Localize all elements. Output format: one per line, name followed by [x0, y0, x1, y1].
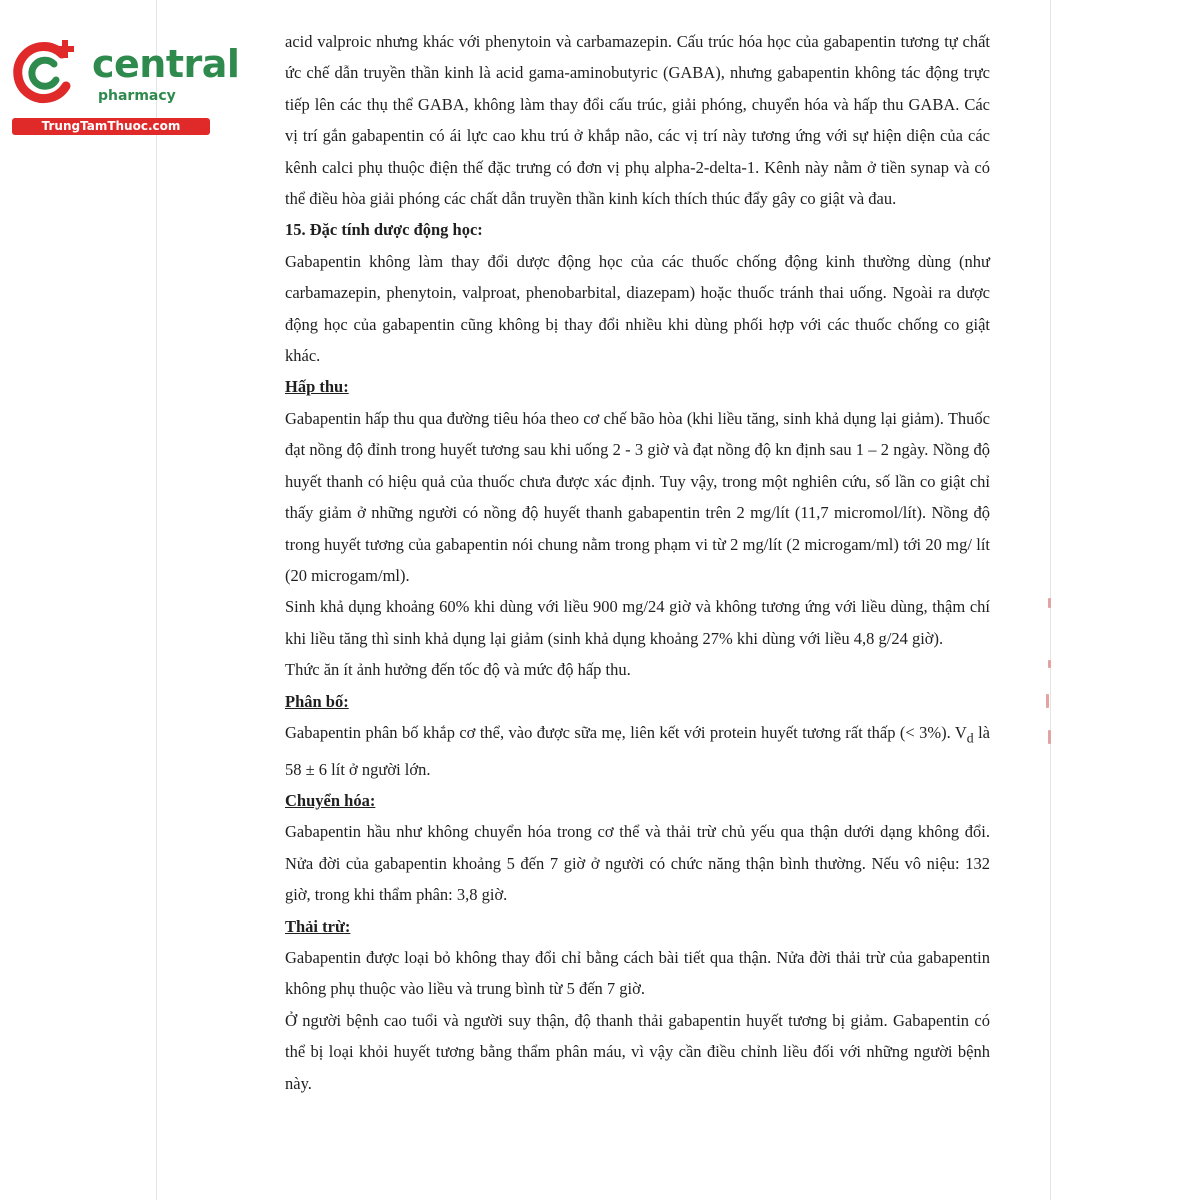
absorption-heading: Hấp thu: [285, 377, 349, 397]
absorption-paragraph-2: Sinh khả dụng khoảng 60% khi dùng với liều 900 mg/24 giờ và không tương ứng với liều dùng, thậm chí khi liều tăng thì sinh khả dụng lại giảm (sinh khả dụng khoảng 27% khi dùng với liều 4,8 g/24 giờ). [285, 597, 990, 648]
brand-logo[interactable] [10, 36, 240, 136]
scan-mark [1048, 730, 1051, 744]
distribution-text-a: Gabapentin phân bố khắp cơ thể, vào được sữa mẹ, liên kết với protein huyết tương rất thấp (< 3%). V [285, 722, 967, 742]
scan-mark [1046, 694, 1049, 708]
document-body [285, 26, 990, 1099]
section-heading: 15. Đặc tính dược động học: [285, 220, 483, 240]
logo-brand-text: central [92, 42, 240, 86]
logo-site-url[interactable]: TrungTamThuoc.com [12, 118, 210, 135]
distribution-paragraph [285, 717, 990, 785]
distribution-subscript: d [966, 730, 974, 746]
logo-sub-text: pharmacy [98, 88, 176, 104]
elimination-paragraph-2: Ở người bệnh cao tuổi và người suy thận, độ thanh thải gabapentin huyết tương bị giảm. Gabapentin có thể bị loại khỏi huyết tương bằng thẩm phân máu, vì vậy cần điều chỉnh liều đối với những người bệnh này. [285, 1010, 990, 1093]
elimination-heading: Thải trừ: [285, 916, 351, 936]
section-paragraph: Gabapentin không làm thay đổi dược động học của các thuốc chống động kinh thường dùng (như carbamazepin, phenytoin, valproat, phenobarbital, diazepam) hoặc thuốc tránh thai uống. Ngoài ra dược động học của gabapentin cũng không bị thay đổi nhiều khi dùng phối hợp với các thuốc chống co giật khác. [285, 251, 990, 366]
central-pharmacy-logo-icon [10, 38, 80, 108]
scan-mark [1048, 660, 1051, 668]
intro-paragraph: acid valproic nhưng khác với phenytoin và carbamazepin. Cấu trúc hóa học của gabapentin tương tự chất ức chế dẫn truyền thần kinh là acid gama-aminobutyric (GABA), nhưng gabapentin không tác động trực tiếp lên các thụ thể GABA, không làm thay đổi cấu trúc, giải phóng, chuyển hóa và hấp thu GABA. Các vị trí gắn gabapentin có ái lực cao khu trú ở khắp não, các vị trí này tương ứng với sự hiện diện của các kênh calci phụ thuộc điện thế đặc trưng có đơn vị phụ alpha-2-delta-1. Kênh này nằm ở tiền synap và có thể điều hòa giải phóng các chất dẫn truyền thần kinh kích thích thúc đẩy gây co giật và đau. [285, 32, 990, 209]
scan-mark [1048, 598, 1051, 608]
absorption-paragraph-1: Gabapentin hấp thu qua đường tiêu hóa theo cơ chế bão hòa (khi liều tăng, sinh khả dụng lại giảm). Thuốc đạt nồng độ đỉnh trong huyết tương sau khi uống 2 - 3 giờ và đạt nồng độ kn định sau 1 – 2 ngày. Nồng độ huyết thanh có hiệu quả của thuốc chưa được xác định. Tuy vậy, trong một nghiên cứu, số lần co giật chỉ thấy giảm ở những người có nồng độ huyết thanh gabapentin trên 2 mg/lít (11,7 micromol/lít). Nồng độ trong huyết tương của gabapentin nói chung nằm trong phạm vi từ 2 mg/lít (2 microgam/ml) tới 20 mg/ lít (20 microgam/ml). [285, 408, 990, 585]
distribution-text-b: là 58 ± 6 lít ở người lớn. [285, 722, 990, 779]
distribution-heading: Phân bố: [285, 691, 349, 711]
metabolism-paragraph: Gabapentin hầu như không chuyển hóa trong cơ thể và thải trừ chủ yếu qua thận dưới dạng không đổi. Nửa đời của gabapentin khoảng 5 đến 7 giờ ở người có chức năng thận bình thường. Nếu vô niệu: 132 giờ, trong khi thẩm phân: 3,8 giờ. [285, 822, 990, 905]
page-edge-left [156, 0, 157, 1200]
metabolism-heading: Chuyển hóa: [285, 791, 376, 811]
absorption-paragraph-3: Thức ăn ít ảnh hưởng đến tốc độ và mức độ hấp thu. [285, 660, 631, 680]
elimination-paragraph-1: Gabapentin được loại bỏ không thay đổi chỉ bằng cách bài tiết qua thận. Nửa đời thải trừ của gabapentin không phụ thuộc vào liều và trung bình từ 5 đến 7 giờ. [285, 948, 990, 999]
